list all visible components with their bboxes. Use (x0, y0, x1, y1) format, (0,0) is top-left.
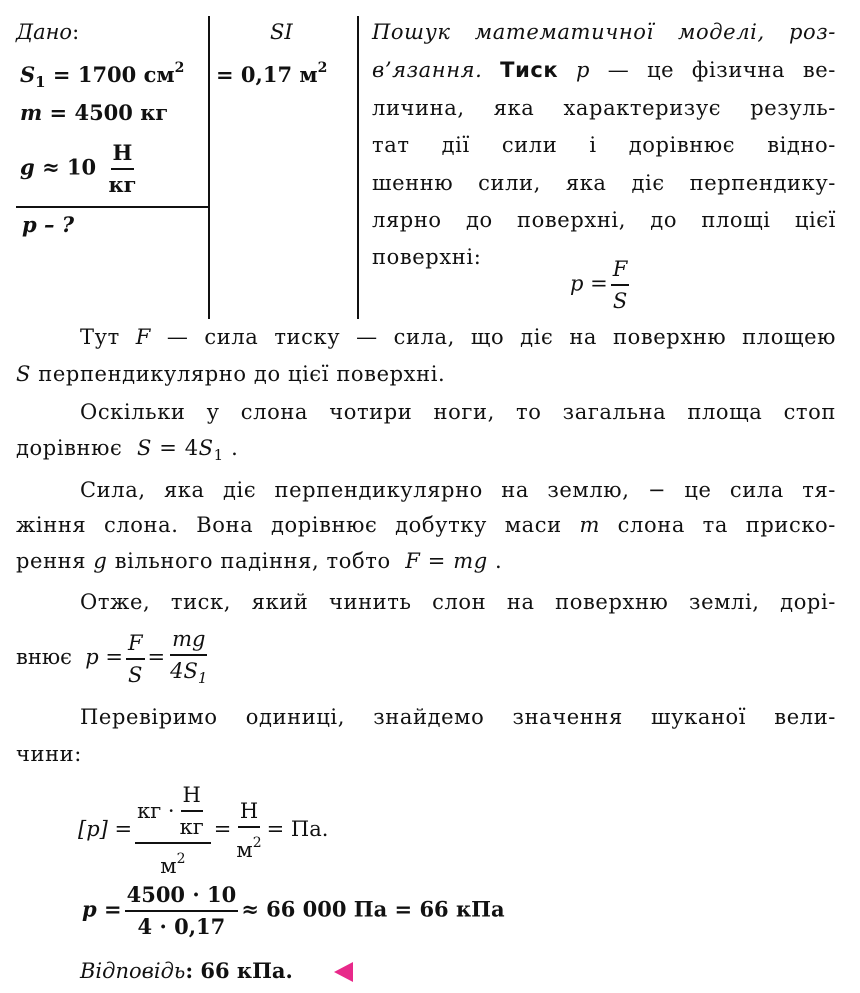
given-find: p – ? (22, 212, 75, 237)
lhs: p = (570, 271, 608, 296)
var: S (20, 62, 36, 87)
si-heading: SI (270, 20, 293, 44)
denominator: кг (108, 172, 137, 197)
text-run: Оскільки у слона чотири ноги, то загальна площа стоп (80, 400, 836, 424)
text-run: Тут (80, 325, 136, 349)
text-run: = (420, 549, 454, 573)
text-run (482, 58, 500, 82)
value: ≈ 10 (42, 154, 97, 180)
text-line (372, 96, 836, 120)
numerator: mg (170, 624, 207, 656)
superscript: 2 (252, 835, 262, 851)
italic-text: p (576, 58, 591, 82)
denominator: S (128, 662, 143, 687)
text-line (372, 245, 481, 269)
fraction (125, 880, 239, 942)
fraction (106, 138, 138, 200)
text-run: жіння слона. Вона дорівнює добутку маси (16, 513, 580, 537)
lhs: p = (85, 645, 123, 669)
text-run: слона та приско- (599, 513, 836, 537)
calc-formula (82, 880, 505, 942)
superscript: 2 (174, 60, 185, 76)
fraction (611, 254, 630, 316)
text-line (80, 590, 836, 614)
given-s1 (20, 60, 184, 91)
given-label: Дано (16, 20, 73, 44)
italic-text: g (93, 549, 108, 573)
text-line (372, 208, 836, 232)
result: = Па. (266, 817, 329, 841)
equals: = (147, 645, 166, 669)
subscript: 1 (197, 669, 208, 687)
text-run: — сила тиску — сила, що діє на поверхню площею (150, 325, 836, 349)
lhs: [p] = (78, 817, 133, 841)
denominator: 4S (170, 659, 198, 683)
text-run: поверхні: (372, 245, 482, 269)
text-run: Перевіримо одиниці, знайдемо значення шуканої вели- (80, 705, 836, 729)
pressure-formula (570, 254, 632, 316)
text-run: . (487, 549, 503, 573)
var: m (20, 100, 43, 125)
equals: = (213, 817, 232, 841)
denominator (158, 844, 187, 881)
text-line (16, 742, 82, 766)
text-line (372, 171, 836, 195)
text-line (16, 362, 445, 386)
answer-value: : 66 кПа. (185, 958, 293, 983)
italic-text: Пошук математичної моделі, роз- (372, 20, 836, 44)
text-line (16, 513, 836, 537)
numerator: 4500 · 10 (125, 880, 239, 912)
answer (80, 958, 293, 983)
text-run: вільного падіння, тобто (107, 549, 406, 573)
text-run: Сила, яка діє перпендикулярно на землю, − це сила тя- (80, 478, 836, 502)
text-run: шенню сили, яка діє перпендику- (372, 171, 836, 195)
text-run: Отже, тиск, який чинить слон на поверхню землі, дорі- (80, 590, 836, 614)
text-line (372, 133, 836, 157)
fraction (234, 796, 263, 865)
text-line (372, 20, 836, 44)
lhs: p = (82, 896, 122, 922)
text-run: . (223, 436, 239, 460)
text-run: лярно до поверхні, до площі цієї (372, 208, 836, 232)
value: = 0,17 м (216, 62, 318, 87)
text-run: перпендикулярно до цієї поверхні. (31, 362, 446, 386)
numerator: Н (238, 796, 260, 828)
table-divider (16, 206, 209, 208)
numerator (135, 780, 211, 844)
fraction (178, 780, 206, 842)
text-line (80, 325, 836, 349)
superscript: 2 (176, 851, 186, 867)
text: м (236, 838, 253, 862)
text-run: = 4 (151, 436, 199, 460)
text-line (16, 436, 238, 464)
text-run: рення (16, 549, 94, 573)
value: = 1700 см (52, 62, 175, 87)
text-run: чини: (16, 742, 82, 766)
text-line (372, 58, 836, 82)
table-divider (357, 16, 359, 319)
fraction (135, 780, 211, 881)
numerator: F (126, 628, 145, 660)
p4-formula (16, 624, 212, 693)
denominator: кг (179, 815, 204, 839)
italic-text: F (135, 325, 151, 349)
term-bold: Тиск (500, 58, 559, 82)
denominator: S (612, 289, 628, 313)
end-marker-triangle-icon (334, 962, 353, 982)
result: ≈ 66 000 Па = 66 кПа (241, 896, 505, 922)
numerator: Н (111, 138, 135, 170)
subscript: 1 (213, 446, 224, 464)
italic-text: S (16, 362, 31, 386)
given-g (20, 138, 142, 200)
text: кг · (137, 799, 175, 823)
value: = 4500 кг (49, 100, 169, 125)
si-value (216, 60, 327, 87)
italic-text: mg (453, 549, 488, 573)
text: внює (16, 645, 72, 669)
text-run: дорівнює (16, 436, 137, 460)
italic-text: в’язання. (372, 58, 483, 82)
numerator: Н (181, 780, 203, 812)
given-m (20, 100, 168, 125)
text: м (160, 854, 177, 878)
text-run: тат дії сили і дорівнює відно- (372, 133, 836, 157)
text-line (16, 549, 502, 573)
text-line (80, 478, 836, 502)
text-run (558, 58, 576, 82)
units-formula (78, 780, 328, 881)
italic-text: S (136, 436, 152, 460)
fraction (126, 628, 145, 690)
answer-label: Відповідь (80, 959, 186, 983)
subscript: 1 (35, 73, 46, 91)
text-run: личина, яка характеризує резуль- (372, 96, 836, 120)
table-divider (208, 16, 210, 319)
text-line (80, 400, 836, 424)
var: g (20, 154, 35, 180)
fraction (168, 624, 209, 693)
text-line (80, 705, 836, 729)
italic-text: m (579, 513, 600, 537)
given-heading: Дано: (16, 20, 80, 44)
italic-text: S (198, 436, 214, 460)
numerator: F (611, 254, 630, 286)
text-run: — це фізична ве- (590, 58, 836, 82)
denominator: 4 · 0,17 (137, 914, 226, 939)
superscript: 2 (317, 60, 328, 76)
italic-text: F (405, 549, 421, 573)
